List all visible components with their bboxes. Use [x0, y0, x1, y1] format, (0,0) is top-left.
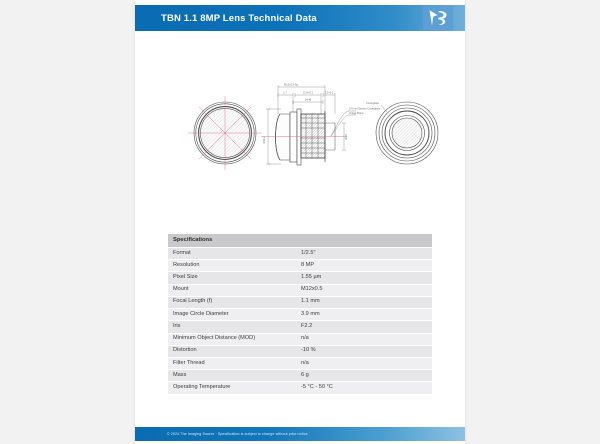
spec-label: Mount [168, 284, 296, 296]
table-row [168, 333, 432, 345]
spec-label: Pixel Size [168, 272, 296, 284]
footer-copyright: © 2024 The Imaging Source · Specification is subject to change without prior notice [167, 432, 308, 436]
table-row [168, 247, 432, 259]
spec-label: Iris [168, 321, 296, 333]
spec-label: Mass [168, 370, 296, 382]
page-title: TBN 1.1 8MP Lens Technical Data [161, 12, 317, 24]
annotation-image-plane: Image Plane [349, 112, 364, 116]
spec-label: Image Circle Diameter [168, 309, 296, 321]
spec-value: 1.55 µm [296, 272, 432, 284]
table-row [168, 345, 432, 357]
table-row [168, 370, 432, 382]
imaging-source-logo-icon [421, 5, 455, 31]
document-header [135, 5, 465, 31]
table-header-row [168, 234, 432, 247]
spec-value: n/a [296, 357, 432, 369]
document-sheet [135, 0, 465, 444]
spec-value: -5 °C - 50 °C [296, 382, 432, 394]
spec-value: M12x0.5 [296, 284, 432, 296]
spec-label: Format [168, 247, 296, 259]
svg-text:11.8+0.1: 11.8+0.1 [303, 91, 313, 95]
table-row [168, 309, 432, 321]
technical-drawing [135, 78, 465, 188]
table-row [168, 296, 432, 308]
front-view [188, 96, 262, 170]
svg-text:1.7: 1.7 [283, 91, 287, 95]
annotation-coverglass: 0.4 mm Sensor Coverglass [349, 107, 381, 111]
table-row [168, 260, 432, 272]
spec-label: Distortion [168, 345, 296, 357]
spec-value: 8 MP [296, 260, 432, 272]
table-header-specifications: Specifications [168, 234, 432, 247]
spec-value: -10 % [296, 345, 432, 357]
svg-text:2.2+0.1: 2.2+0.1 [324, 91, 334, 95]
spec-label: Resolution [168, 260, 296, 272]
spec-value: 1.1 mm [296, 296, 432, 308]
table-body [168, 247, 432, 394]
spec-value: n/a [296, 333, 432, 345]
table-row [168, 272, 432, 284]
spec-label: Focal Length (f) [168, 296, 296, 308]
table-row [168, 284, 432, 296]
spec-value: 3.9 mm [296, 309, 432, 321]
spec-label: Filter Thread [168, 357, 296, 369]
specifications-table [168, 234, 432, 395]
table-row [168, 382, 432, 394]
document-footer [135, 427, 465, 441]
svg-text:Coverglass: Coverglass [366, 102, 379, 105]
table-row [168, 357, 432, 369]
side-section-view [261, 83, 381, 165]
table-row [168, 321, 432, 333]
spec-value: 6 g [296, 370, 432, 382]
spec-value: F2.2 [296, 321, 432, 333]
svg-text:M12x0.5-6g: M12x0.5-6g [284, 83, 298, 87]
spec-value: 1/2.5" [296, 247, 432, 259]
svg-text:14.46: 14.46 [304, 98, 312, 102]
svg-text:Ø13.2: Ø13.2 [263, 136, 266, 144]
spec-label: Minimum Object Distance (MOD) [168, 333, 296, 345]
svg-text:Ø3.9: Ø3.9 [345, 134, 348, 140]
spec-label: Operating Temperature [168, 382, 296, 394]
